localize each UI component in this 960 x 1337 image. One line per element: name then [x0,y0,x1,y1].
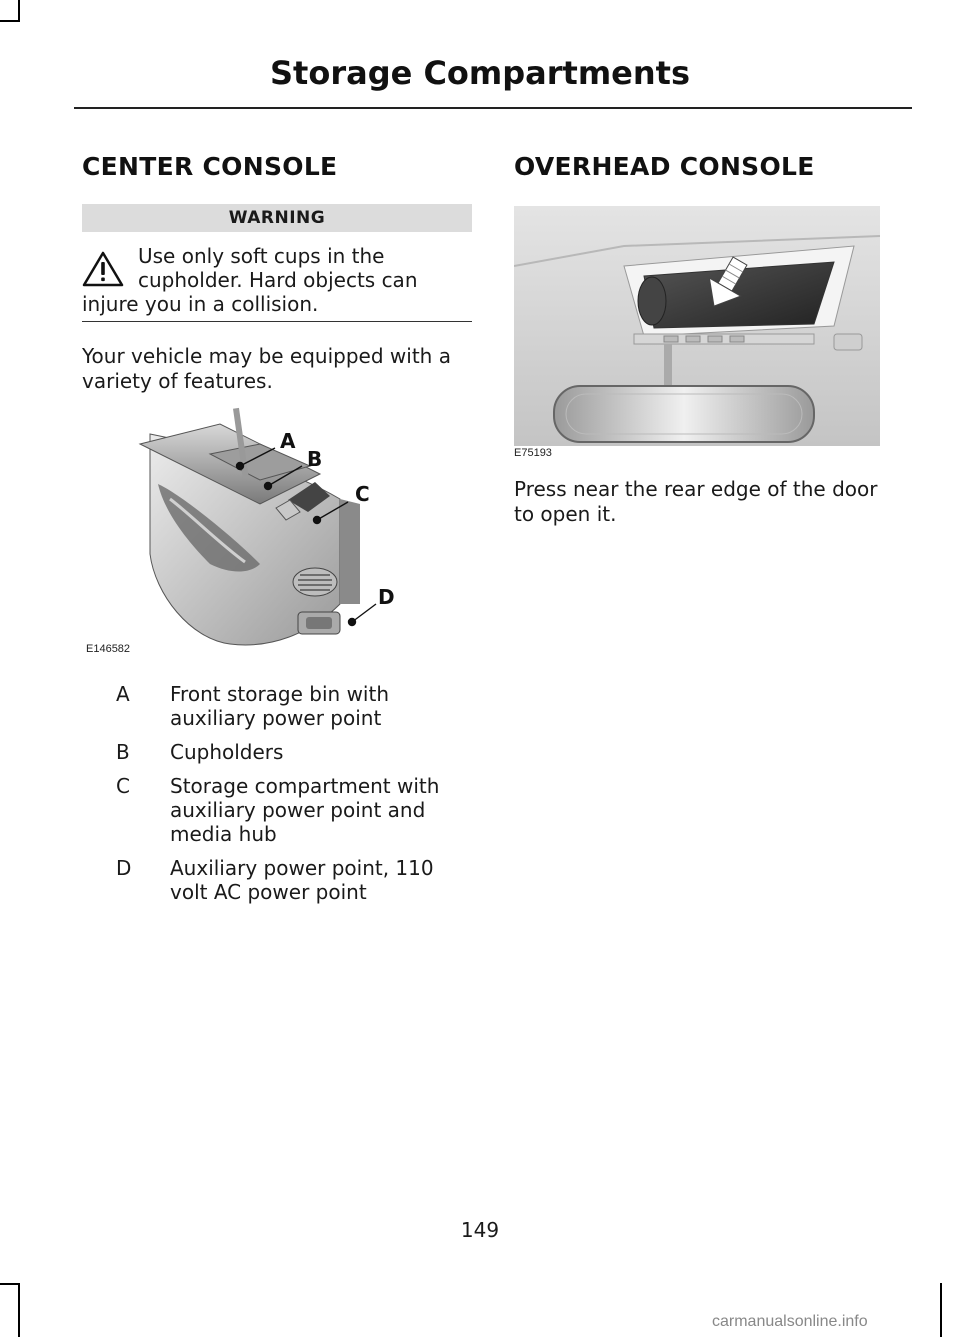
figure-code: E75193 [514,447,552,459]
overhead-console-text: Press near the rear edge of the door to open it. [514,477,878,526]
crop-mark [0,20,18,22]
list-item: D Auxiliary power point, 110 volt AC power point [116,856,434,904]
warning-label: WARNING [82,204,472,232]
crop-mark [18,1283,20,1337]
crop-mark [940,1283,942,1337]
center-console-heading: CENTER CONSOLE [82,152,338,181]
warning-divider [82,321,472,322]
warning-text: Use only soft cups in the cupholder. Hard objects can injure you in a collision. [82,244,418,316]
center-console-intro: Your vehicle may be equipped with a variety of features. [82,344,451,393]
callout-b: B [307,447,323,471]
overhead-console-heading: OVERHEAD CONSOLE [514,152,815,181]
overhead-console-illustration [514,206,880,446]
list-item: A Front storage bin with auxiliary power point [116,682,389,730]
list-item: C Storage compartment with auxiliary power point and media hub [116,774,440,846]
page-title: Storage Compartments [269,54,690,92]
center-console-illustration [110,404,450,658]
list-item: B Cupholders [116,740,284,764]
callout-legend [82,682,474,914]
page-number: 149 [460,1218,500,1242]
callout-d: D [378,585,395,609]
figure-code: E146582 [86,643,131,655]
callout-a: A [280,429,296,453]
crop-mark [18,0,20,22]
callout-c: C [355,482,370,506]
watermark: carmanualsonline.info [712,1313,868,1330]
header-divider [74,107,912,109]
crop-mark [0,1283,18,1285]
